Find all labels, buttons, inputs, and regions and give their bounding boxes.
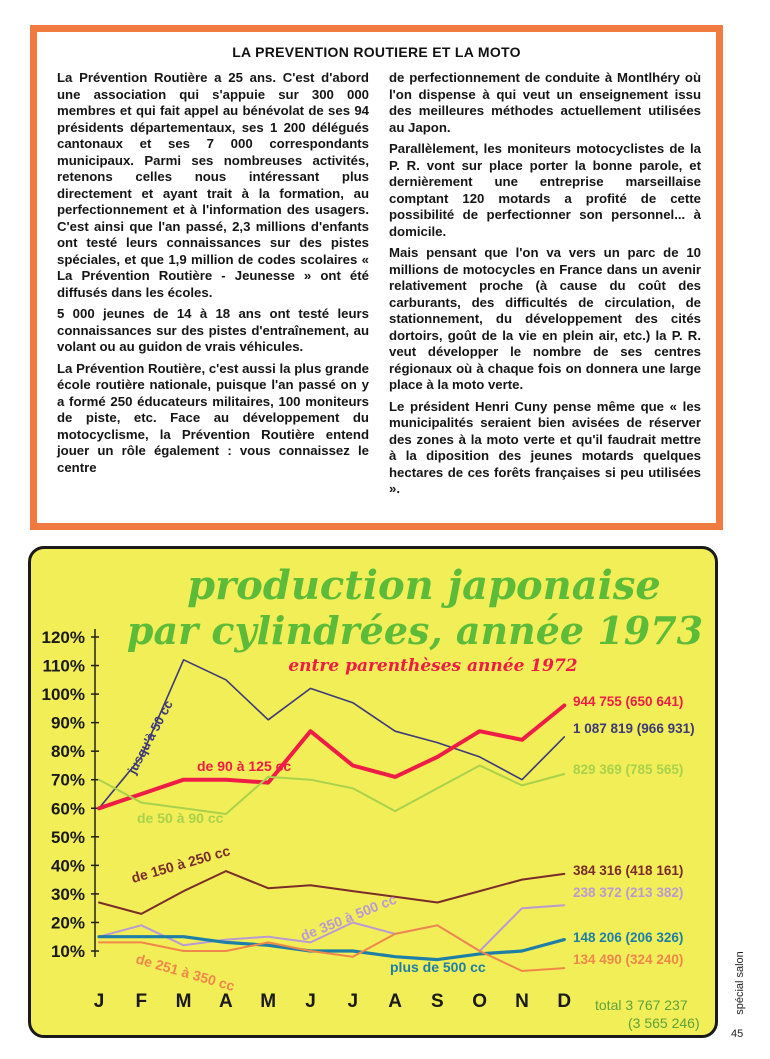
article-paragraph: de perfectionnement de conduite à Montlhéry où l'on dispense à qui veut un enseignement issu des meilleures méthodes actuellement utilisées au Japon. bbox=[389, 70, 701, 135]
chart-subtitle: entre parenthèses année 1972 bbox=[288, 656, 578, 676]
total-label: total 3 767 237 bbox=[595, 997, 688, 1013]
article-right-column bbox=[389, 70, 701, 503]
article-paragraph: La Prévention Routière, c'est aussi la plus grande école routière nationale, puisque l'an passé on y a formé 250 éducateurs militaires, 100 moniteurs de piste, etc. Face au développement du motocyclisme, la Prévention Routière entend jouer un rôle également : vous connaissez le centre bbox=[57, 360, 369, 475]
y-tick-label: 70% bbox=[50, 770, 85, 790]
article-box bbox=[30, 25, 723, 530]
series-end-label-2: 829 369 (785 565) bbox=[573, 762, 684, 777]
series-label-2: de 50 à 90 cc bbox=[137, 810, 224, 826]
x-tick-label: S bbox=[431, 991, 444, 1012]
series-line-3 bbox=[99, 871, 564, 914]
series-label-4: de 350 à 500 cc bbox=[298, 890, 399, 944]
series-end-label-1: 944 755 (650 641) bbox=[573, 694, 684, 709]
y-tick-label: 50% bbox=[50, 827, 85, 847]
y-tick-label: 90% bbox=[50, 713, 85, 733]
series-end-label-6: 134 490 (324 240) bbox=[573, 952, 684, 967]
y-tick-label: 20% bbox=[50, 913, 85, 933]
article-left-column bbox=[57, 70, 369, 481]
y-tick-label: 30% bbox=[50, 884, 85, 904]
x-tick-label: A bbox=[219, 991, 233, 1012]
side-caption bbox=[728, 951, 748, 1015]
total-previous-year: (3 565 246) bbox=[628, 1015, 700, 1031]
x-tick-label: N bbox=[515, 991, 529, 1012]
y-tick-label: 120% bbox=[41, 628, 85, 647]
article-paragraph: Mais pensant que l'on va vers un parc de 10 millions de motocycles en France dans un avenir relativement proche (à cause du coût des carburants, des difficultés de circulation, de stationnement, du développement des cités dortoirs, goût de la vie en plein air, etc.) la P. R. veut développer le nombre de ses centres régionaux où à chaque fois on donnera une large place à la moto verte. bbox=[389, 245, 701, 392]
x-tick-label: M bbox=[175, 991, 192, 1012]
x-tick-label: J bbox=[347, 991, 359, 1012]
page-number: 45 bbox=[731, 1028, 744, 1040]
chart-title-line1: production japonaise bbox=[187, 562, 661, 609]
x-tick-label: M bbox=[260, 991, 277, 1012]
article-paragraph: La Prévention Routière a 25 ans. C'est d'abord une association qui s'appuie sur 300 000 membres et qui fait appel au bénévolat de ses 94 présidents départementaux, ses 1 200 délégués cantonaux et ses 7 000 correspondants municipaux. Parmi ses nombreuses activités, retenons celles nous intéressant plus directement et ayant trait à la formation, au perfectionnement et à l'information des usagers. C'est ainsi que l'an passé, 2,3 millions d'enfants ont testé leurs connaissances sur des pistes spéciales, et que 1,9 million de codes scolaires « La Prévention Routière - Jeunesse » ont été diffusés dans les écoles. bbox=[57, 70, 369, 300]
y-tick-label: 80% bbox=[50, 742, 85, 762]
series-end-label-4: 238 372 (213 382) bbox=[573, 885, 684, 900]
x-tick-label: A bbox=[388, 991, 402, 1012]
x-tick-label: O bbox=[472, 991, 488, 1012]
series-label-6: de 251 à 350 cc bbox=[134, 950, 237, 994]
y-tick-label: 10% bbox=[50, 942, 85, 961]
series-line-1 bbox=[99, 706, 564, 809]
article-paragraph: 5 000 jeunes de 14 à 18 ans ont testé leurs connaissances sur des pistes d'entraînement, au volant ou au guidon de vrais véhicules. bbox=[57, 306, 369, 354]
y-tick-label: 110% bbox=[42, 656, 85, 676]
y-tick-label: 40% bbox=[50, 856, 85, 876]
x-tick-label: F bbox=[135, 991, 148, 1012]
series-label-1: de 90 à 125 cc bbox=[197, 758, 292, 774]
series-label-5: plus de 500 cc bbox=[390, 959, 486, 975]
y-tick-label: 100% bbox=[41, 685, 85, 705]
x-tick-label: J bbox=[93, 991, 105, 1012]
article-title: LA PREVENTION ROUTIERE ET LA MOTO bbox=[232, 44, 521, 60]
chart-panel bbox=[28, 546, 718, 1038]
series-line-2 bbox=[99, 766, 564, 815]
y-tick-label: 60% bbox=[50, 799, 85, 819]
series-end-label-0: 1 087 819 (966 931) bbox=[573, 721, 695, 736]
chart-title-line2: par cylindrées, année 1973 bbox=[126, 608, 704, 653]
x-tick-label: D bbox=[557, 991, 572, 1012]
x-tick-label: J bbox=[305, 991, 316, 1012]
side-caption-text: spécial salon bbox=[733, 951, 746, 1015]
series-end-label-5: 148 206 (206 326) bbox=[573, 930, 684, 945]
series-label-3: de 150 à 250 cc bbox=[129, 842, 232, 886]
series-end-label-3: 384 316 (418 161) bbox=[573, 863, 684, 878]
series-label-0: jusqu'à 50 cc bbox=[124, 697, 176, 777]
article-paragraph: Parallèlement, les moniteurs motocyclistes de la P. R. vont sur place porter la bonne parole, et dernièrement une entreprise marseillaise comptant 120 motards a profité de cette possibilité de perfectionner son personnel... à domicile. bbox=[389, 141, 701, 239]
production-chart bbox=[31, 549, 718, 1038]
article-paragraph: Le président Henri Cuny pense même que « les municipalités seraient bien avisées de réserver des zones à la moto verte et qu'il faudrait mettre à la diposition des jeunes motards quelques hectares de ces forêts françaises si peu utilisées ». bbox=[389, 398, 701, 496]
